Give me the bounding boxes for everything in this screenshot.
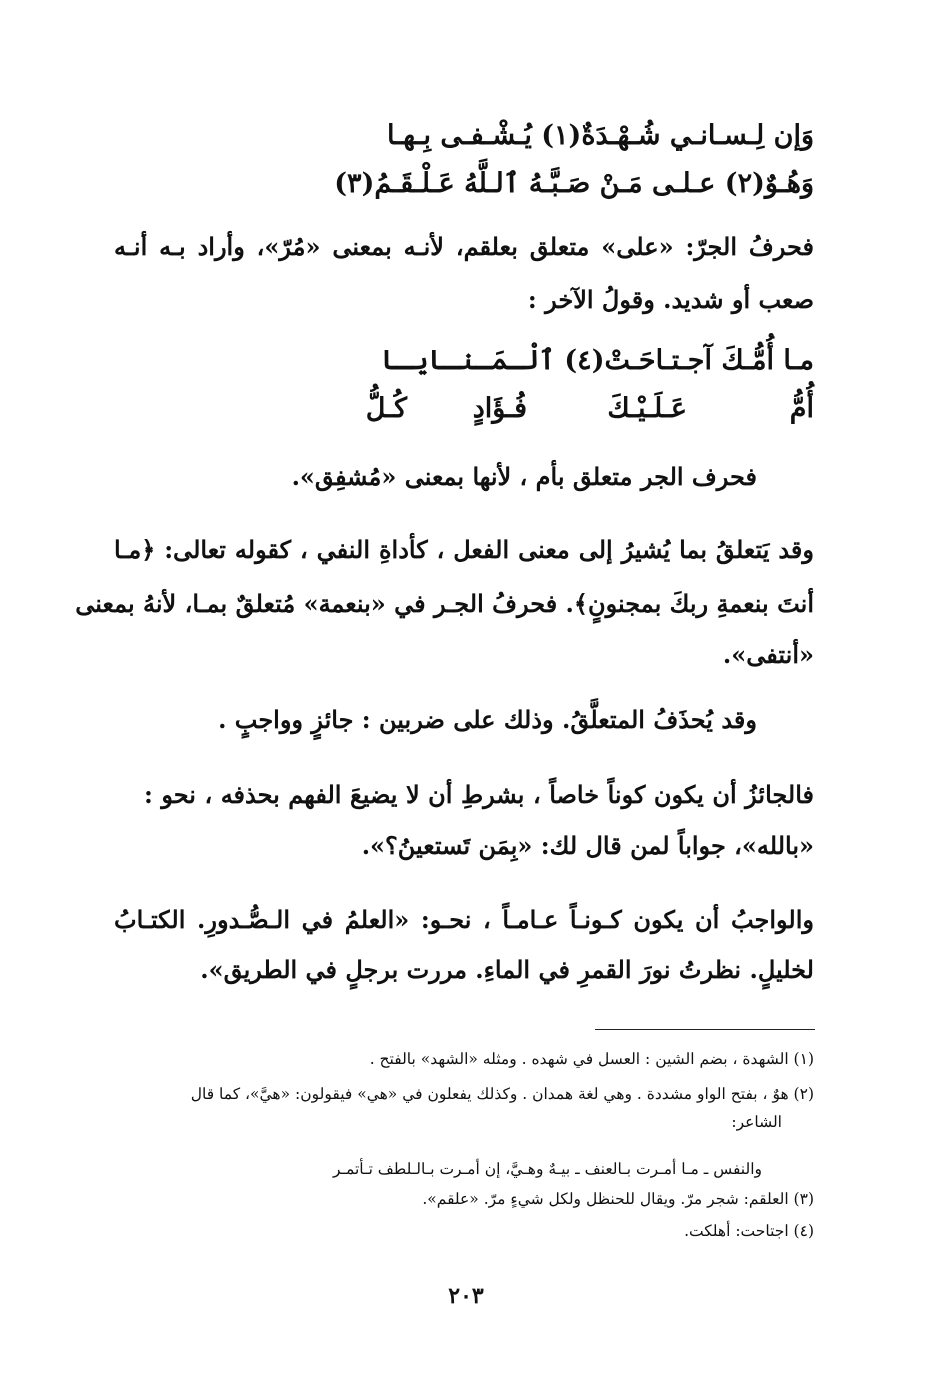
footnote-2-verse: والنفس ـ مـا أمـرت بـالعنف ـ بيـهٌ وهـيَّ، إن أمـرت بـالـلطف تـأتمـر <box>332 1160 762 1178</box>
footnote-1: (١) الشهدة ، بضم الشين : العسل في شهده . ومثله «الشهد» بالفتح . <box>369 1050 814 1068</box>
page-number: ٢٠٣ <box>448 1283 484 1309</box>
para5-line2: «بالله»، جواباً لمن قال لك: «بِمَن تَستعينُ؟». <box>361 831 814 860</box>
verse2-line1: مـا أُمُّـكَ آجـتـاحَـتْ(٤) ٱلْـمَـنـايـا <box>380 345 814 376</box>
para3-line1: وقد يَتعلقُ بما يُشيرُ إلى معنى الفعل ، كأداةِ النفي ، كقوله تعالى: ﴿مـا <box>114 535 814 564</box>
verse2-hemistich-word4: أُمُّ <box>789 393 814 424</box>
footnote-4: (٤) اجتاحت: أهلكت. <box>684 1222 814 1240</box>
footnote-2-line2: الشاعر: <box>731 1113 782 1131</box>
verse1-line2: وَهُـوٌ(٢) عـلـى مَـنْ صَـبَّـهُ ٱلـلَّهُ عَـلْـقَـمُ(٣) <box>334 168 814 199</box>
para2: فحرف الجر متعلق بأم ، لأنها بمعنى «مُشفِق». <box>291 462 757 491</box>
para1-line2: صعب أو شديد. وقولُ الآخر : <box>527 285 814 314</box>
verse2-hemistich-word3: عَـلَـيْـكَ <box>607 393 687 424</box>
para6-line1: والواجبُ أن يكون كـونـاً عـامـاً ، نحـو: «العلمُ في الـصُّـدورِ. الكتـابُ <box>114 905 814 934</box>
para3-line3: «أنتفى». <box>722 640 814 669</box>
para1-line1: فحرفُ الجرّ: «على» متعلق بعلقم، لأنـه بمعنى «مُرّ»، وأراد بـه أنـه <box>114 232 814 261</box>
footnote-divider <box>595 1029 815 1030</box>
para5-line1: فالجائزُ أن يكون كوناً خاصاً ، بشرطِ أن لا يضيعَ الفهم بحذفه ، نحو : <box>144 780 814 809</box>
verse2-hemistich-word2: فُـؤَادٍ <box>472 393 527 424</box>
verse2-hemistich-word1: كُـلُّ <box>365 393 407 424</box>
para6-line2: لخليلٍ. نظرتُ نورَ القمرِ في الماءِ. مررت برجلٍ في الطريق». <box>200 955 814 984</box>
footnote-3: (٣) العلقم: شجر مرّ. ويقال للحنظل ولكل شيءٍ مرّ. «علقم». <box>422 1190 814 1208</box>
para4: وقد يُحذَفُ المتعلَّقُ. وذلك على ضربين : جائزٍ وواجبٍ . <box>218 705 757 734</box>
footnote-2-line1: (٢) هوٌ ، بفتح الواو مشددة . وهي لغة همدان . وكذلك يفعلون في «هي» فيقولون: «هيَّ»، كما قال <box>190 1085 814 1103</box>
para3-line2: أنتَ بنعمةِ ربكَ بمجنونٍ﴾. فحرفُ الجـر في «بنعمة» مُتعلقٌ بمـا، لأنهُ بمعنى <box>75 589 814 618</box>
verse1-line1: وَإن لِـسـانـي شُـهْـدَةٌ(١) يُـشْـفـى بِـهـا <box>386 120 814 151</box>
